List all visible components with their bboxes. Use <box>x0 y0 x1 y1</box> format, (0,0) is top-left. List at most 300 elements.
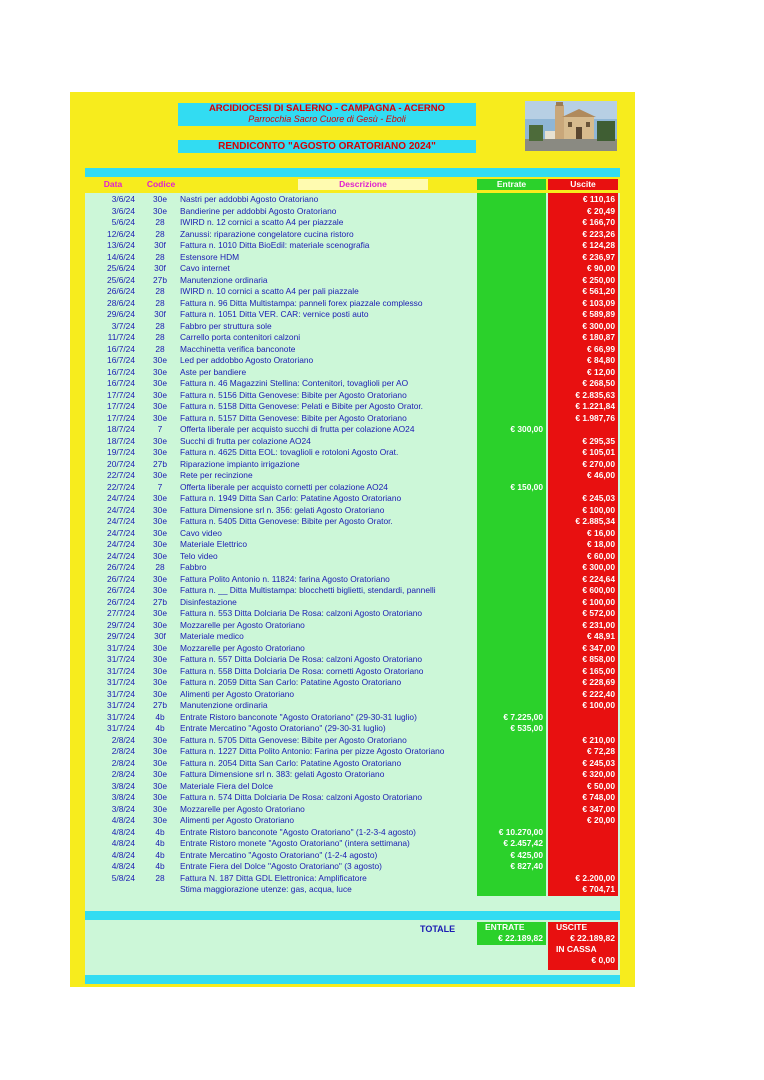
row-uscite: € 236,97 <box>548 252 618 264</box>
row-entrate <box>477 355 546 367</box>
row-uscite: € 2.835,63 <box>548 390 618 402</box>
row-entrate <box>477 884 546 896</box>
row-codice: 30e <box>153 803 167 814</box>
report-sheet <box>70 92 635 987</box>
table-row <box>85 263 620 275</box>
table-row <box>85 355 620 367</box>
row-codice: 30e <box>153 642 167 653</box>
row-uscite: € 20,00 <box>548 815 618 827</box>
row-date: 25/6/24 <box>107 274 135 285</box>
row-uscite: € 110,16 <box>548 194 618 206</box>
row-descrizione: Mozzarelle per Agosto Oratoriano <box>180 619 305 630</box>
row-date: 24/7/24 <box>107 516 135 526</box>
totals-section <box>85 920 620 975</box>
table-row <box>85 344 620 356</box>
row-uscite: € 210,00 <box>548 735 618 747</box>
row-uscite: € 66,99 <box>548 344 618 356</box>
row-descrizione: Entrate Ristoro monete "Agosto Oratoriano" (intera settimana) <box>180 838 410 848</box>
row-entrate <box>477 815 546 827</box>
row-uscite: € 100,00 <box>548 597 618 609</box>
row-uscite: € 347,00 <box>548 804 618 816</box>
row-uscite: € 245,03 <box>548 493 618 505</box>
row-entrate <box>477 597 546 609</box>
row-uscite: € 20,49 <box>548 206 618 218</box>
row-entrate <box>477 390 546 402</box>
row-descrizione: Fattura Dimensione srl n. 383: gelati Agosto Oratoriano <box>180 769 385 779</box>
column-header-uscite: Uscite <box>548 179 618 190</box>
row-descrizione: Fabbro <box>180 562 207 572</box>
row-descrizione: Fattura n. 1051 Ditta VER. CAR: vernice posti auto <box>180 309 369 319</box>
row-date: 31/7/24 <box>107 677 135 687</box>
row-uscite: € 231,00 <box>548 620 618 632</box>
column-header-entrate: Entrate <box>477 179 546 190</box>
row-uscite: € 90,00 <box>548 263 618 275</box>
row-entrate <box>477 792 546 804</box>
totals-cassa-label: IN CASSA <box>556 944 597 954</box>
row-descrizione: Aste per bandiere <box>180 366 247 377</box>
row-entrate <box>477 263 546 275</box>
row-date: 16/7/24 <box>107 366 135 377</box>
row-entrate <box>477 574 546 586</box>
row-codice: 4b <box>155 826 165 837</box>
column-header-descrizione: Descrizione <box>298 179 428 190</box>
table-row <box>85 309 620 321</box>
table-row <box>85 585 620 597</box>
table-row <box>85 631 620 643</box>
row-entrate <box>477 654 546 666</box>
table-row <box>85 677 620 689</box>
row-descrizione: Riparazione impianto irrigazione <box>180 458 300 469</box>
row-descrizione: Fattura n. 5405 Ditta Genovese: Bibite per Agosto Orator. <box>180 516 393 526</box>
row-uscite: € 1.221,84 <box>548 401 618 413</box>
row-codice: 30e <box>153 412 167 423</box>
row-entrate <box>477 677 546 689</box>
row-codice: 28 <box>155 297 165 308</box>
row-codice: 30e <box>153 470 167 480</box>
table-row <box>85 804 620 816</box>
row-uscite: € 222,40 <box>548 689 618 701</box>
church-photo-image <box>525 101 617 151</box>
row-codice: 30e <box>153 780 167 791</box>
separator-bar-bottom <box>85 975 620 984</box>
table-row <box>85 390 620 402</box>
row-descrizione: Fattura n. 574 Ditta Dolciaria De Rosa: calzoni Agosto Oratoriano <box>180 792 423 802</box>
row-descrizione: Fattura n. 2059 Ditta San Carlo: Patatine Agosto Oratoriano <box>180 677 402 687</box>
row-descrizione: Fattura N. 187 Ditta GDL Elettronica: Amplificatore <box>180 872 367 883</box>
diocese-header <box>178 103 476 126</box>
row-uscite <box>548 850 618 862</box>
row-codice: 30e <box>153 619 167 630</box>
row-descrizione: Fattura Polito Antonio n. 11824: farina Agosto Oratoriano <box>180 573 390 584</box>
row-codice: 30e <box>153 769 167 779</box>
row-entrate <box>477 447 546 459</box>
row-uscite: € 84,80 <box>548 355 618 367</box>
row-entrate: € 535,00 <box>477 723 546 735</box>
row-date: 2/8/24 <box>111 746 135 756</box>
row-codice: 27b <box>153 596 167 607</box>
row-uscite: € 16,00 <box>548 528 618 540</box>
row-descrizione: Manutenzione ordinaria <box>180 274 268 285</box>
row-codice: 30e <box>153 355 167 365</box>
row-descrizione: Entrate Mercatino "Agosto Oratoriano" (29-30-31 luglio) <box>180 723 386 733</box>
row-codice: 30f <box>154 309 166 319</box>
diocese-title: ARCIDIOCESI DI SALERNO - CAMPAGNA - ACERNO <box>208 103 446 114</box>
row-codice: 30e <box>153 366 167 377</box>
table-row <box>85 206 620 218</box>
row-codice: 30e <box>153 504 167 515</box>
row-date: 4/8/24 <box>111 826 135 837</box>
row-codice: 30e <box>153 550 167 561</box>
row-date: 2/8/24 <box>111 769 135 779</box>
table-row <box>85 298 620 310</box>
row-descrizione: Fattura n. 5158 Ditta Genovese: Pelati e Bibite per Agosto Orator. <box>180 401 424 411</box>
row-codice: 30e <box>153 688 167 699</box>
row-codice: 30e <box>153 205 167 216</box>
row-date: 3/8/24 <box>111 780 135 791</box>
row-entrate <box>477 401 546 413</box>
ledger-table <box>85 193 620 911</box>
row-uscite <box>548 723 618 735</box>
row-descrizione: Fattura n. 557 Ditta Dolciaria De Rosa: calzoni Agosto Oratoriano <box>180 654 423 664</box>
row-descrizione: Offerta liberale per acquisto cornetti per colazione AO24 <box>180 481 388 492</box>
table-row <box>85 401 620 413</box>
row-date: 19/7/24 <box>107 447 135 457</box>
row-date: 31/7/24 <box>107 642 135 653</box>
row-entrate <box>477 689 546 701</box>
row-date: 26/7/24 <box>107 573 135 584</box>
table-row <box>85 873 620 885</box>
row-descrizione: Fattura Dimensione srl n. 356: gelati Agosto Oratoriano <box>180 504 385 515</box>
row-date: 31/7/24 <box>107 700 135 710</box>
row-codice: 28 <box>155 343 165 354</box>
row-date: 20/7/24 <box>107 458 135 469</box>
row-uscite <box>548 712 618 724</box>
row-codice: 4b <box>155 723 165 733</box>
row-date: 4/8/24 <box>111 861 135 871</box>
column-header-data: Data <box>103 179 123 189</box>
row-uscite: € 270,00 <box>548 459 618 471</box>
row-entrate <box>477 804 546 816</box>
row-date: 24/7/24 <box>107 493 135 503</box>
row-date: 3/6/24 <box>111 194 135 204</box>
row-descrizione: Fattura n. 5157 Ditta Genovese: Bibite per Agosto Oratoriano <box>180 412 407 423</box>
row-descrizione: Estensore HDM <box>180 251 240 262</box>
row-entrate <box>477 781 546 793</box>
totals-uscite-box <box>548 922 618 970</box>
row-descrizione: Entrate Ristoro banconote "Agosto Oratoriano" (29-30-31 luglio) <box>180 711 417 722</box>
row-uscite: € 300,00 <box>548 321 618 333</box>
table-row <box>85 861 620 873</box>
report-title: RENDICONTO "AGOSTO ORATORIANO 2024" <box>178 140 476 153</box>
row-codice: 7 <box>157 481 163 492</box>
table-row <box>85 769 620 781</box>
row-entrate <box>477 528 546 540</box>
row-uscite: € 103,09 <box>548 298 618 310</box>
row-date: 3/6/24 <box>111 205 135 216</box>
row-descrizione: IWIRD n. 12 cornici a scatto A4 per piazzale <box>180 217 344 227</box>
row-entrate <box>477 551 546 563</box>
table-row <box>85 654 620 666</box>
row-date: 18/7/24 <box>107 424 135 434</box>
row-uscite <box>548 861 618 873</box>
row-codice: 30e <box>153 585 167 595</box>
row-codice: 30e <box>153 746 167 756</box>
row-date: 17/7/24 <box>107 412 135 423</box>
row-date: 26/6/24 <box>107 286 135 296</box>
table-row <box>85 378 620 390</box>
row-uscite: € 60,00 <box>548 551 618 563</box>
table-row <box>85 424 620 436</box>
table-row <box>85 562 620 574</box>
row-date: 4/8/24 <box>111 849 135 860</box>
row-date: 31/7/24 <box>107 665 135 676</box>
row-date: 26/7/24 <box>107 596 135 607</box>
row-entrate: € 827,40 <box>477 861 546 873</box>
row-codice: 30e <box>153 654 167 664</box>
row-entrate <box>477 562 546 574</box>
row-descrizione: Bandierine per addobbi Agosto Oratoriano <box>180 205 337 216</box>
row-entrate <box>477 229 546 241</box>
row-date: 3/7/24 <box>111 320 135 331</box>
row-entrate <box>477 344 546 356</box>
row-descrizione: Fattura n. 5705 Ditta Genovese: Bibite per Agosto Oratoriano <box>180 734 407 745</box>
row-uscite: € 2.200,00 <box>548 873 618 885</box>
row-entrate: € 7.225,00 <box>477 712 546 724</box>
row-date: 4/8/24 <box>111 838 135 848</box>
table-row <box>85 689 620 701</box>
row-descrizione: Fattura n. 558 Ditta Dolciaria De Rosa: cornetti Agosto Oratoriano <box>180 665 424 676</box>
table-row <box>85 815 620 827</box>
table-row <box>85 470 620 482</box>
row-codice: 28 <box>155 251 165 262</box>
row-descrizione: Mozzarelle per Agosto Oratoriano <box>180 803 305 814</box>
row-entrate <box>477 643 546 655</box>
row-entrate: € 150,00 <box>477 482 546 494</box>
row-uscite: € 50,00 <box>548 781 618 793</box>
table-row <box>85 574 620 586</box>
row-codice: 30e <box>153 792 167 802</box>
table-row <box>85 217 620 229</box>
row-descrizione: Nastri per addobbi Agosto Oratoriano <box>180 194 319 204</box>
row-date: 13/6/24 <box>107 240 135 250</box>
row-codice: 28 <box>155 872 165 883</box>
row-codice: 30e <box>153 516 167 526</box>
row-uscite <box>548 838 618 850</box>
row-entrate: € 10.270,00 <box>477 827 546 839</box>
row-date: 3/8/24 <box>111 803 135 814</box>
row-uscite <box>548 827 618 839</box>
row-uscite <box>548 424 618 436</box>
row-date: 28/6/24 <box>107 297 135 308</box>
row-entrate <box>477 298 546 310</box>
table-row <box>85 516 620 528</box>
row-entrate <box>477 378 546 390</box>
row-date: 29/7/24 <box>107 619 135 630</box>
row-entrate <box>477 608 546 620</box>
row-entrate <box>477 620 546 632</box>
row-uscite <box>548 482 618 494</box>
row-uscite: € 320,00 <box>548 769 618 781</box>
row-codice: 4b <box>155 861 165 871</box>
row-date: 29/7/24 <box>107 631 135 641</box>
row-descrizione: Manutenzione ordinaria <box>180 700 268 710</box>
row-date: 27/7/24 <box>107 608 135 618</box>
row-date: 24/7/24 <box>107 527 135 538</box>
row-entrate <box>477 217 546 229</box>
totals-entrate-box <box>477 922 546 945</box>
row-uscite: € 18,00 <box>548 539 618 551</box>
row-date: 16/7/24 <box>107 355 135 365</box>
separator-bar-middle <box>85 911 620 920</box>
row-date: 14/6/24 <box>107 251 135 262</box>
row-uscite: € 228,69 <box>548 677 618 689</box>
row-descrizione: Carrello porta contenitori calzoni <box>180 332 301 342</box>
row-descrizione: Alimenti per Agosto Oratoriano <box>180 815 295 825</box>
table-row <box>85 723 620 735</box>
row-date: 22/7/24 <box>107 481 135 492</box>
table-row <box>85 597 620 609</box>
table-row <box>85 240 620 252</box>
row-codice: 30e <box>153 608 167 618</box>
row-descrizione: Zanussi: riparazione congelatore cucina ristoro <box>180 228 354 239</box>
row-codice: 30e <box>153 194 167 204</box>
row-entrate <box>477 459 546 471</box>
column-header-codice: Codice <box>146 179 176 189</box>
row-codice: 30f <box>154 240 166 250</box>
separator-bar-top <box>85 168 620 177</box>
row-entrate <box>477 413 546 425</box>
row-date: 18/7/24 <box>107 435 135 446</box>
row-uscite: € 165,00 <box>548 666 618 678</box>
row-codice: 30e <box>153 447 167 457</box>
row-uscite: € 300,00 <box>548 562 618 574</box>
row-entrate <box>477 332 546 344</box>
row-entrate <box>477 769 546 781</box>
row-entrate: € 425,00 <box>477 850 546 862</box>
row-uscite: € 600,00 <box>548 585 618 597</box>
row-codice: 30e <box>153 493 167 503</box>
row-entrate <box>477 493 546 505</box>
row-entrate <box>477 321 546 333</box>
report-inner <box>85 92 620 987</box>
row-codice: 30e <box>153 401 167 411</box>
table-row <box>85 620 620 632</box>
row-uscite: € 589,89 <box>548 309 618 321</box>
row-descrizione: Fattura n. 1227 Ditta Polito Antonio: Farina per pizze Agosto Oratoriano <box>180 746 445 756</box>
row-entrate <box>477 275 546 287</box>
row-entrate: € 300,00 <box>477 424 546 436</box>
row-descrizione: Materiale medico <box>180 631 244 641</box>
totals-entrate-label: ENTRATE <box>485 922 525 932</box>
row-date: 31/7/24 <box>107 654 135 664</box>
row-descrizione: Offerta liberale per acquisto succhi di frutta per colazione AO24 <box>180 424 415 434</box>
row-codice: 27b <box>153 700 167 710</box>
row-codice: 30e <box>153 389 167 400</box>
row-date: 2/8/24 <box>111 757 135 768</box>
row-entrate <box>477 758 546 770</box>
row-codice: 30e <box>153 539 167 549</box>
row-date: 16/7/24 <box>107 378 135 388</box>
row-descrizione: Materiale Elettrico <box>180 539 248 549</box>
row-descrizione: Mozzarelle per Agosto Oratoriano <box>180 642 305 653</box>
row-codice: 30e <box>153 677 167 687</box>
table-row <box>85 436 620 448</box>
table-row <box>85 321 620 333</box>
row-codice: 4b <box>155 849 165 860</box>
row-descrizione: IWIRD n. 10 cornici a scatto A4 per pali piazzale <box>180 286 359 296</box>
totals-uscite-value: € 22.189,82 <box>570 933 615 943</box>
row-date: 3/8/24 <box>111 792 135 802</box>
row-date: 4/8/24 <box>111 815 135 825</box>
row-codice: 30e <box>153 665 167 676</box>
row-entrate <box>477 194 546 206</box>
row-uscite: € 72,28 <box>548 746 618 758</box>
table-row <box>85 413 620 425</box>
table-row <box>85 666 620 678</box>
table-row <box>85 367 620 379</box>
row-uscite: € 2.885,34 <box>548 516 618 528</box>
row-descrizione: Fattura n. 1010 Ditta BioEdil: materiale scenografia <box>180 240 370 250</box>
table-row <box>85 700 620 712</box>
row-descrizione: Telo video <box>180 550 218 561</box>
row-entrate <box>477 505 546 517</box>
row-uscite: € 105,01 <box>548 447 618 459</box>
row-uscite: € 124,28 <box>548 240 618 252</box>
row-codice: 28 <box>155 562 165 572</box>
row-uscite: € 858,00 <box>548 654 618 666</box>
row-descrizione: Cavo internet <box>180 263 230 273</box>
row-descrizione: Rete per recinzione <box>180 470 253 480</box>
table-row <box>85 252 620 264</box>
row-codice: 30e <box>153 435 167 446</box>
row-uscite: € 46,00 <box>548 470 618 482</box>
row-date: 24/7/24 <box>107 539 135 549</box>
totals-label: TOTALE <box>420 924 456 934</box>
row-date: 24/7/24 <box>107 504 135 515</box>
row-uscite: € 224,64 <box>548 574 618 586</box>
row-descrizione: Entrate Mercatino "Agosto Oratoriano" (1-2-4 agosto) <box>180 849 378 860</box>
row-descrizione: Fattura n. 5156 Ditta Genovese: Bibite per Agosto Oratoriano <box>180 389 407 400</box>
row-uscite: € 704,71 <box>548 884 618 896</box>
row-entrate <box>477 735 546 747</box>
table-row <box>85 528 620 540</box>
row-entrate <box>477 516 546 528</box>
row-uscite: € 347,00 <box>548 643 618 655</box>
row-date: 12/6/24 <box>107 228 135 239</box>
table-row <box>85 194 620 206</box>
row-codice: 30e <box>153 815 167 825</box>
row-codice: 28 <box>155 320 165 331</box>
row-codice: 28 <box>155 228 165 239</box>
row-uscite: € 572,00 <box>548 608 618 620</box>
row-uscite: € 48,91 <box>548 631 618 643</box>
row-date: 26/7/24 <box>107 585 135 595</box>
row-uscite: € 100,00 <box>548 505 618 517</box>
row-entrate <box>477 539 546 551</box>
row-uscite: € 295,35 <box>548 436 618 448</box>
row-entrate <box>477 631 546 643</box>
table-row <box>85 505 620 517</box>
row-entrate <box>477 309 546 321</box>
table-row <box>85 712 620 724</box>
row-entrate <box>477 436 546 448</box>
row-date: 26/7/24 <box>107 562 135 572</box>
row-uscite: € 245,03 <box>548 758 618 770</box>
row-uscite: € 268,50 <box>548 378 618 390</box>
row-date: 29/6/24 <box>107 309 135 319</box>
row-descrizione: Entrate Fiera del Dolce "Agosto Oratoriano" (3 agosto) <box>180 861 382 871</box>
row-descrizione: Fattura n. 4625 Ditta EOL: tovaglioli e rotoloni Agosto Orat. <box>180 447 399 457</box>
